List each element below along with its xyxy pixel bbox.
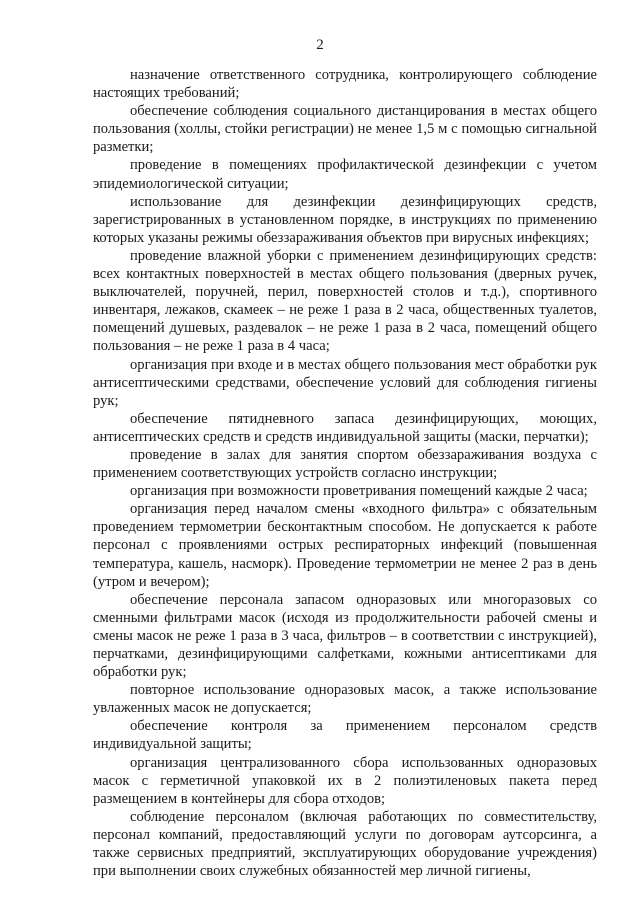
paragraph-registered-disinfectants: использование для дезинфекции дезинфицирующих средств, зарегистрированных в установленном порядке, в инструкциях по применению которых указаны режимы обеззараживания объектов при вирусных инфекциях; (93, 193, 597, 246)
paragraph-air-disinfection: проведение в залах для занятия спортом обеззараживания воздуха с применением соответствующих устройств согласно инструкции; (93, 446, 597, 482)
paragraph-social-distancing: обеспечение соблюдения социального дистанцирования в местах общего пользования (холлы, стойки регистрации) не менее 1,5 м с помощью сигнальной разметки; (93, 103, 597, 156)
paragraph-entry-filter: организация перед началом смены «входного фильтра» с обязательным проведением термометрии бесконтактным способом. Не допускается к работе персонал с проявлениями острых респираторных инфекций (повышенная температура, кашель, насморк). Проведение термометрии не менее 2 раз в день (утром и вечером); (93, 501, 597, 590)
paragraph-ppe-control: обеспечение контроля за применением персоналом средств индивидуальной защиты; (93, 718, 597, 753)
paragraph-personal-hygiene: соблюдение персоналом (включая работающих по совместительству, персонал компаний, предоставляющий услуги по договорам аутсорсинга, а также сервисных предприятий, эксплуатирующих оборудование учреждения) при выполнении своих служебных обязанностей мер личной гигиены, (93, 808, 597, 880)
document-body (93, 66, 597, 880)
paragraph-responsible-employee: назначение ответственного сотрудника, контролирующего соблюдение настоящих требований; (93, 67, 597, 102)
paragraph-mask-supply: обеспечение персонала запасом одноразовых или многоразовых со сменными фильтрами масок (исходя из продолжительности рабочей смены и смены масок не реже 1 раза в 3 часа, фильтров – в соответствии с инструкцией), перчатками, дезинфицирующими салфетками, кожными антисептиками для обработки рук; (93, 591, 597, 681)
paragraph-mask-collection: организация централизованного сбора использованных одноразовых масок с герметичной упаковкой их в 2 полиэтиленовых пакета перед размещением в контейнеры для сбора отходов; (93, 754, 597, 807)
paragraph-preventive-disinfection: проведение в помещениях профилактической дезинфекции с учетом эпидемиологической ситуации; (93, 157, 597, 192)
paragraph-ventilation: организация при возможности проветривания помещений каждые 2 часа; (130, 483, 588, 500)
paragraph-wet-cleaning: проведение влажной уборки с применением дезинфицирующих средств: всех контактных поверхностей в местах общего пользования (дверных ручек, выключателей, поручней, перил, поверхностей столов и т.д.), спортивного инвентаря, лежаков, скамеек – не реже 1 раза в 2 часа, общественных туалетов, помещений душевых, раздевалок – не реже 1 раза в 2 часа, помещений общего пользования – не реже 1 раза в 4 часа; (93, 247, 597, 355)
paragraph-hand-treatment: организация при входе и в местах общего пользования мест обработки рук антисептическими средствами, обеспечение условий для соблюдения гигиены рук; (93, 356, 597, 409)
page-number: 2 (316, 37, 324, 53)
paragraph-five-day-supply: обеспечение пятидневного запаса дезинфицирующих, моющих, антисептических средств и средств индивидуальной защиты (маски, перчатки); (93, 410, 597, 445)
paragraph-mask-reuse: повторное использование одноразовых масок, а также использование увлаженных масок не допускается; (93, 682, 597, 717)
